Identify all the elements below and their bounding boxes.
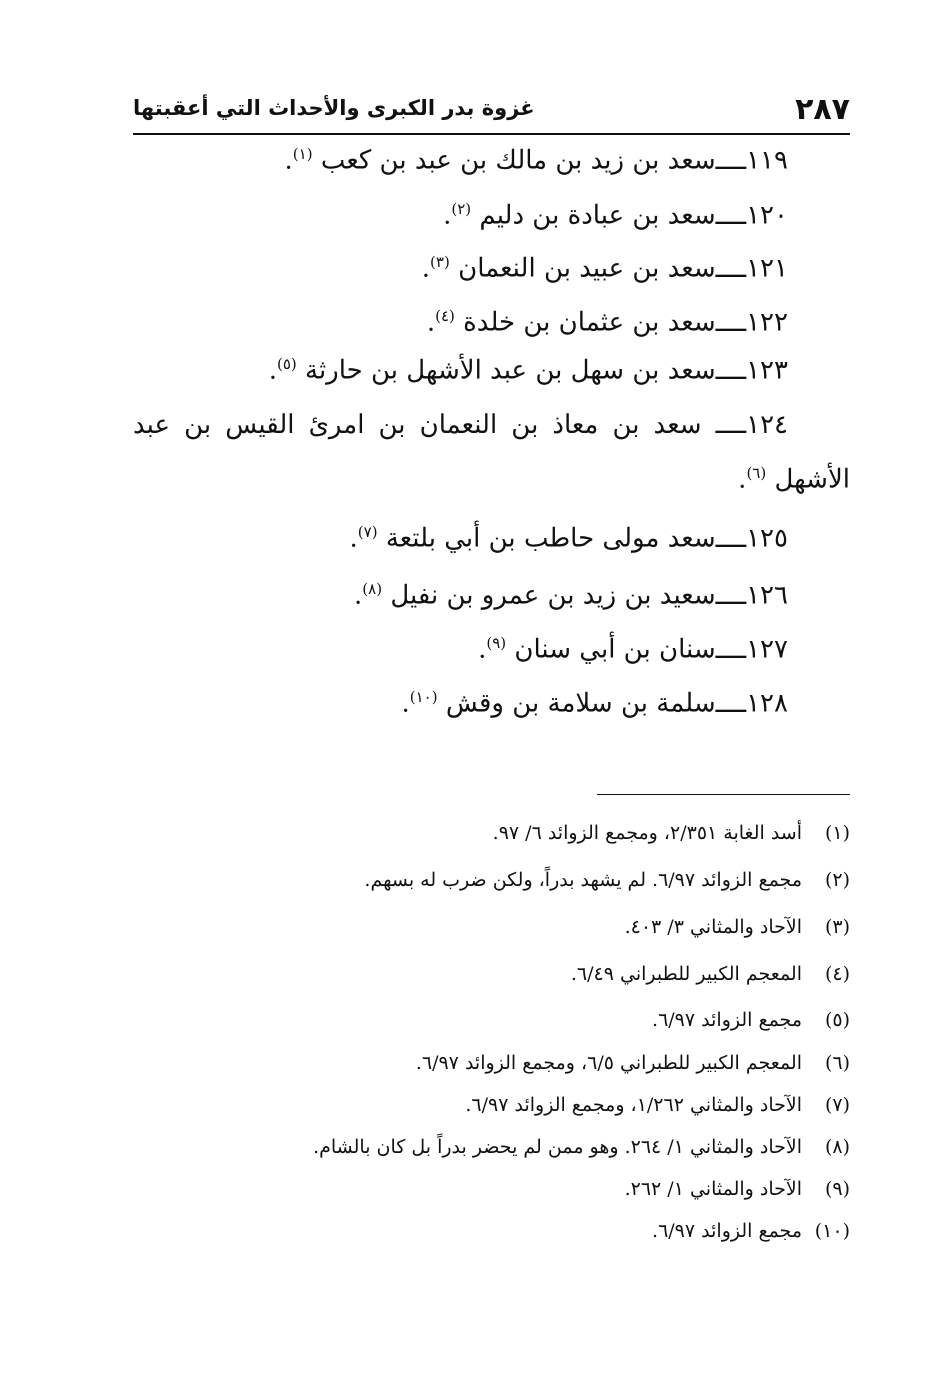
footnote-number: (١٠) (814, 1220, 850, 1242)
running-title: غزوة بدر الكبرى والأحداث التي أعقبتها (133, 96, 535, 120)
footnote-text: مجمع الزوائد ٦/٩٧. (652, 1220, 802, 1242)
entry-text: سعد بن عثمان بن خلدة (463, 307, 716, 338)
entry-124: ١٢٤ــــ سعد بن معاذ بن النعمان بن امرئ القيس بن عبد (133, 410, 789, 440)
footnote-3 (625, 916, 850, 938)
entry-number: ١٢١ (746, 253, 788, 284)
entry-text: الأشهل (774, 464, 850, 495)
footnote-8 (313, 1136, 850, 1158)
entry-text: سعد بن سهل بن عبد الأشهل بن حارثة (305, 355, 716, 386)
footnote-ref: (٣) (430, 253, 450, 271)
entry-text: سعد بن معاذ بن النعمان بن امرئ القيس بن عبد (133, 410, 702, 440)
footnote-2 (364, 869, 850, 891)
footnote-text: مجمع الزوائد ٦/٩٧. (652, 1009, 802, 1031)
footnote-1 (493, 822, 850, 844)
footnote-number: (٦) (824, 1052, 850, 1074)
entry-text: سنان بن أبي سنان (514, 634, 716, 665)
entry-text: سعد مولى حاطب بن أبي بلتعة (385, 523, 716, 554)
footnote-number: (٥) (824, 1009, 850, 1031)
entry-number: ١٢٥ (746, 523, 788, 554)
footnote-number: (١) (824, 822, 850, 844)
entry-text: سلمة بن سلامة بن وقش (445, 688, 716, 719)
entry-126: ١٢٦ــــسعيد بن زيد بن عمرو بن نفيل $^{(٨)}$. (354, 580, 788, 611)
page-header (133, 92, 850, 132)
entry-127: ١٢٧ــــسنان بن أبي سنان $^{(٩)}$. (478, 634, 788, 665)
entry-119: ١١٩ــــسعد بن زيد بن مالك بن عبد بن كعب $^{(١)}$. (284, 145, 788, 176)
entry-number: ١٢٨ (746, 688, 788, 719)
entry-121: ١٢١ــــسعد بن عبيد بن النعمان $^{(٣)}$. (421, 253, 788, 284)
entry-125: ١٢٥ــــسعد مولى حاطب بن أبي بلتعة $^{(٧)}$. (349, 523, 788, 554)
footnote-ref: (١) (292, 145, 313, 163)
footnote-ref: (٧) (357, 523, 378, 541)
entry-124-continuation: الأشهل $^{(٦)}$. (738, 464, 850, 495)
footnote-ref: (٤) (435, 307, 455, 325)
footnote-4 (571, 963, 850, 985)
entry-text: سعيد بن زيد بن عمرو بن نفيل (390, 580, 716, 611)
entry-120: ١٢٠ــــسعد بن عبادة بن دليم $^{(٢)}$. (443, 200, 788, 231)
entry-128: ١٢٨ــــسلمة بن سلامة بن وقش $^{(١٠)}$. (401, 688, 788, 719)
footnote-text: المعجم الكبير للطبراني ٦/٤٩. (570, 963, 802, 985)
footnote-text: الآحاد والمثاني ١/ ٢٦٢. (624, 1178, 802, 1200)
footnote-6 (416, 1052, 850, 1074)
footnote-number: (٨) (824, 1136, 850, 1158)
entry-number: ١٢٣ (746, 355, 788, 386)
footnote-7 (465, 1094, 850, 1116)
footnote-number: (٧) (824, 1094, 850, 1116)
footnote-ref: (٢) (451, 200, 472, 218)
footnote-text: المعجم الكبير للطبراني ٦/٥، ومجمع الزوائد ٦/٩٧. (415, 1052, 802, 1074)
entry-number: ١٢٠ (746, 200, 788, 231)
footnote-text: الآحاد والمثاني ١/ ٢٦٤. وهو ممن لم يحضر بدراً بل كان بالشام. (313, 1136, 802, 1158)
footnote-text: الآحاد والمثاني ٣/ ٤٠٣. (624, 916, 802, 938)
footnote-ref: (٨) (362, 580, 383, 598)
entry-number: ١٢٧ (746, 634, 788, 665)
footnote-text: أسد الغابة ٢/٣٥١، ومجمع الزوائد ٦/ ٩٧. (492, 822, 802, 844)
entry-number: ١٢٤ (746, 410, 789, 440)
footnote-number: (٤) (824, 963, 850, 985)
entry-123: ١٢٣ــــسعد بن سهل بن عبد الأشهل بن حارثة $^{(٥)}$. (268, 355, 788, 386)
footnote-number: (٩) (824, 1178, 850, 1200)
footnote-10 (652, 1220, 850, 1242)
footnote-ref: (٩) (486, 634, 507, 652)
header-rule (133, 133, 850, 135)
entry-text: سعد بن زيد بن مالك بن عبد بن كعب (320, 145, 716, 176)
entry-text: سعد بن عبيد بن النعمان (458, 253, 716, 284)
entry-number: ١١٩ (746, 145, 788, 176)
footnote-separator (597, 794, 850, 795)
entry-122: ١٢٢ــــسعد بن عثمان بن خلدة $^{(٤)}$. (426, 307, 788, 338)
entry-text: سعد بن عبادة بن دليم (479, 200, 716, 231)
footnote-9 (625, 1178, 850, 1200)
entry-number: ١٢٦ (746, 580, 788, 611)
entry-number: ١٢٢ (746, 307, 788, 338)
page-number: ٢٨٧ (795, 92, 850, 127)
footnote-text: مجمع الزوائد ٦/٩٧. لم يشهد بدراً، ولكن ضرب له بسهم. (364, 869, 802, 891)
footnote-ref: (٥) (276, 355, 297, 373)
footnote-ref: (١٠) (409, 688, 438, 706)
footnote-5 (652, 1009, 850, 1031)
footnote-number: (٢) (824, 869, 850, 891)
footnote-number: (٣) (824, 916, 850, 938)
footnote-text: الآحاد والمثاني ١/٢٦٢، ومجمع الزوائد ٦/٩٧. (465, 1094, 802, 1116)
footnote-ref: (٦) (746, 464, 767, 482)
